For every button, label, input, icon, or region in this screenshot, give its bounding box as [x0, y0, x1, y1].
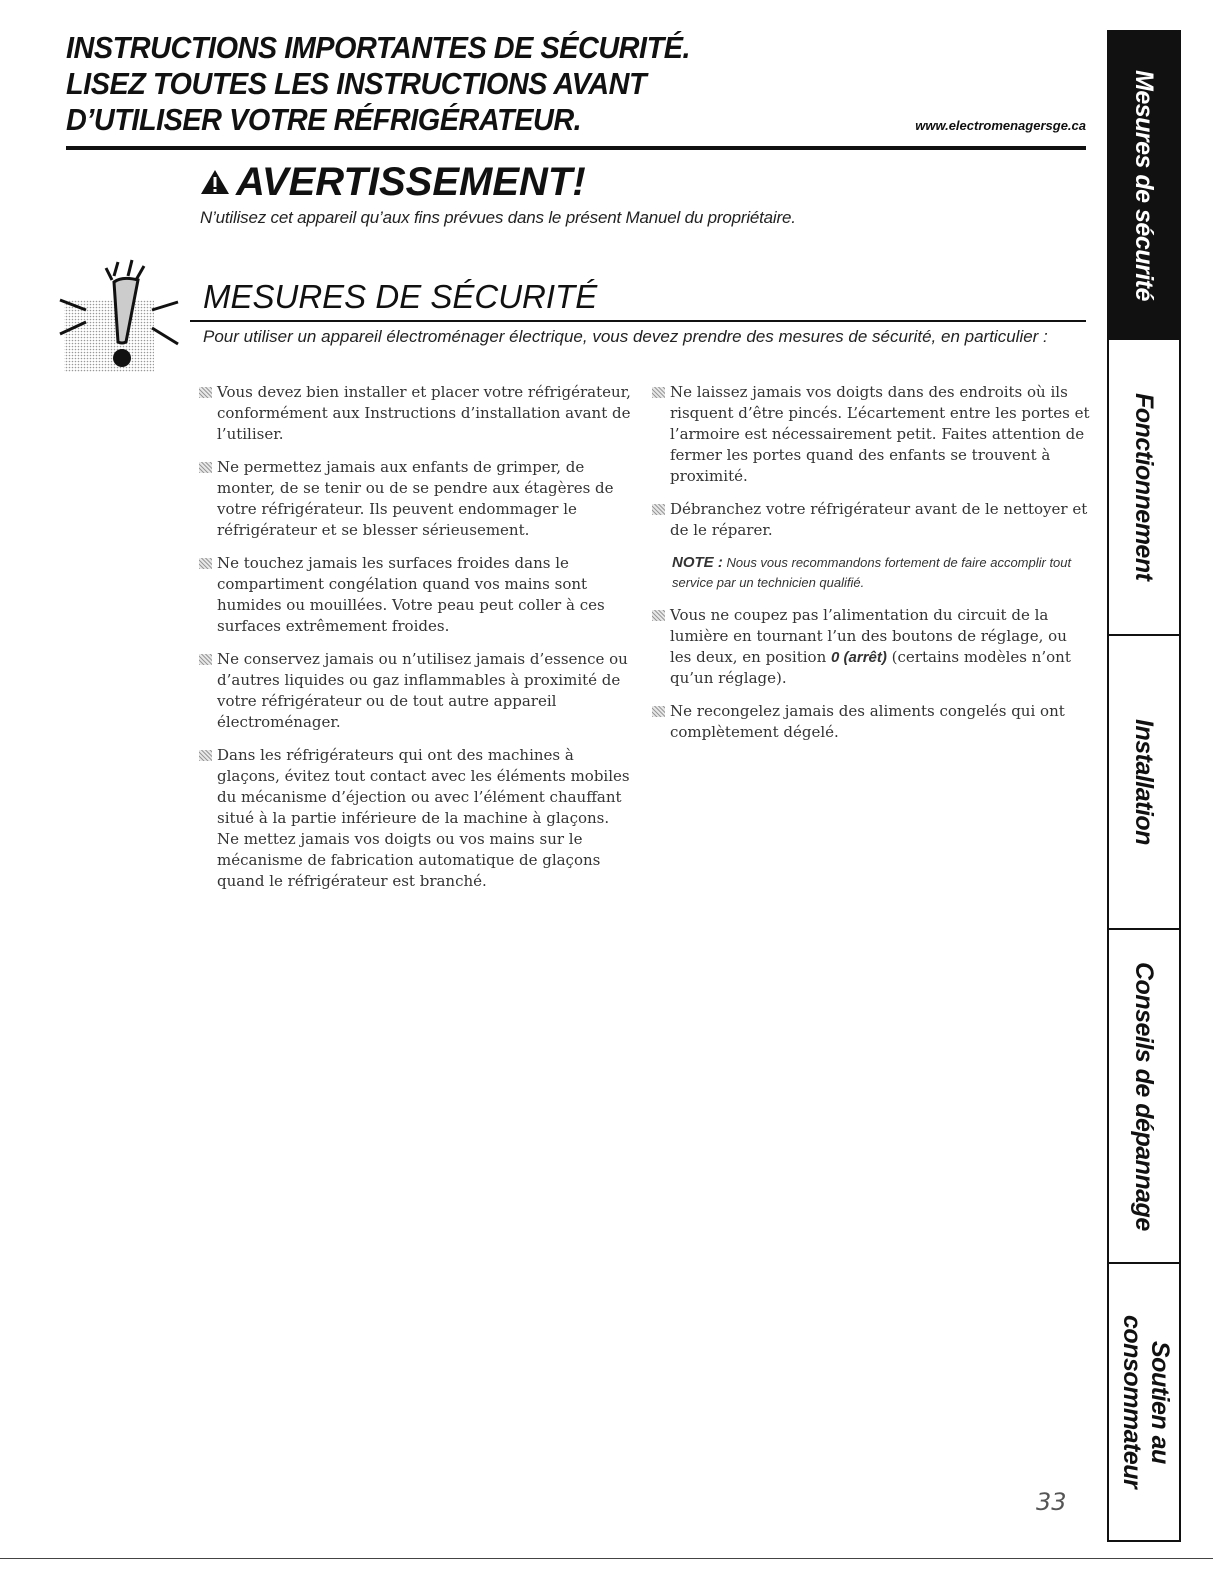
bullet-icon	[652, 706, 665, 717]
page-header	[66, 30, 1086, 138]
note-label: NOTE :	[672, 554, 723, 571]
page-number: 33	[1036, 1488, 1067, 1516]
header-line-1: INSTRUCTIONS IMPORTANTES DE SÉCURITÉ.	[66, 30, 691, 65]
list-item: Ne laissez jamais vos doigts dans des endroits où ils risquent d’être pincés. L’écartement entre les portes et l’armoire est nécessairement petit. Faites attention de fermer les portes quand des enfants se trouvent à proximité.	[652, 382, 1092, 487]
footer-rule	[0, 1558, 1213, 1559]
list-item: Ne recongelez jamais des aliments congelés qui ont complètement dégelé.	[652, 701, 1092, 743]
warning-title-text: AVERTISSEMENT!	[236, 160, 586, 204]
section-tabs	[1107, 30, 1181, 1542]
header-line-3: D’UTILISER VOTRE RÉFRIGÉRATEUR.	[66, 102, 582, 137]
bullet-icon	[199, 558, 212, 569]
bullet-icon	[652, 610, 665, 621]
warning-block	[200, 160, 1080, 228]
safety-alert-icon	[56, 258, 186, 376]
tab-installation[interactable]: Installation	[1109, 636, 1179, 930]
tab-soutien-au-consommateur[interactable]: Soutien au consommateur	[1118, 1315, 1174, 1489]
warning-title	[200, 160, 1080, 204]
right-column	[652, 382, 1092, 755]
bullet-icon	[199, 750, 212, 761]
header-divider	[66, 146, 1086, 150]
list-item: Ne permettez jamais aux enfants de grimper, de monter, de se tenir ou de se pendre aux étagères de votre réfrigérateur. Ils peuvent endommager le réfrigérateur et se blesser sérieusement.	[199, 457, 634, 541]
safety-intro: Pour utiliser un appareil électroménager électrique, vous devez prendre des mesures de sécurité, en particulier :	[203, 327, 1048, 346]
bullet-icon	[652, 504, 665, 515]
list-item: Vous devez bien installer et placer votre réfrigérateur, conformément aux Instructions d’installation avant de l’utiliser.	[199, 382, 634, 445]
off-position-label: 0 (arrêt)	[831, 649, 887, 666]
list-item: Ne conservez jamais ou n’utilisez jamais d’essence ou d’autres liquides ou gaz inflammables à proximité de votre réfrigérateur ou de tout autre appareil électroménager.	[199, 649, 634, 733]
list-item: Vous ne coupez pas l’alimentation du circuit de la lumière en tournant l’un des boutons de réglage, ou les deux, en position 0 (arrêt) (certains modèles n’ont qu’un réglage).	[652, 605, 1092, 689]
list-item: Dans les réfrigérateurs qui ont des machines à glaçons, évitez tout contact avec les éléments mobiles du mécanisme d’éjection ou avec l’élément chauffant situé à la partie inférieure de la machine à glaçons. Ne mettez jamais vos doigts ou vos mains sur le mécanisme de fabrication automatique de glaçons quand le réfrigérateur est branché.	[199, 745, 634, 892]
list-item: Débranchez votre réfrigérateur avant de le nettoyer et de le réparer.	[652, 499, 1092, 541]
header-line-2: LISEZ TOUTES LES INSTRUCTIONS AVANT	[66, 66, 647, 101]
tab-mesures-de-securite[interactable]: Mesures de sécurité	[1109, 32, 1179, 340]
bullet-icon	[199, 462, 212, 473]
tab-fonctionnement[interactable]: Fonctionnement	[1109, 340, 1179, 636]
website-link[interactable]: www.electromenagersge.ca	[915, 118, 1086, 133]
tab-conseils-de-depannage[interactable]: Conseils de dépannage	[1109, 930, 1179, 1264]
warning-subtitle: N’utilisez cet appareil qu’aux fins prévues dans le présent Manuel du propriétaire.	[200, 208, 796, 227]
left-column	[199, 382, 634, 904]
list-item: Ne touchez jamais les surfaces froides dans le compartiment congélation quand vos mains sont humides ou mouillées. Votre peau peut coller à ces surfaces extrêmement froides.	[199, 553, 634, 637]
warning-triangle-icon	[200, 168, 230, 196]
bullet-icon	[199, 654, 212, 665]
safety-section-title: MESURES DE SÉCURITÉ	[203, 278, 598, 315]
service-note	[652, 553, 1092, 593]
note-text: Nous vous recommandons fortement de faire accomplir tout service par un technicien qualifié.	[672, 555, 1072, 590]
section-divider	[190, 320, 1086, 322]
bullet-icon	[652, 387, 665, 398]
bullet-icon	[199, 387, 212, 398]
